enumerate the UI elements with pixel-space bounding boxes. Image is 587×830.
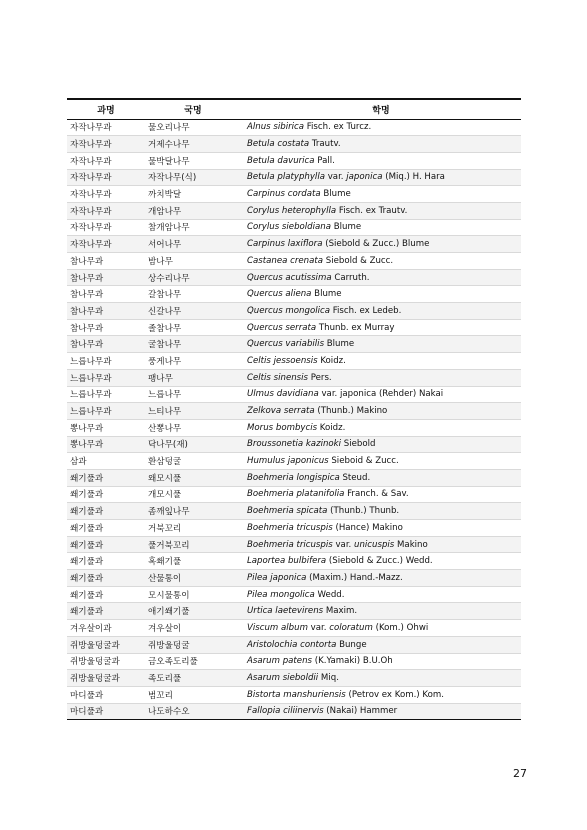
table-row xyxy=(67,186,521,203)
scientific-name-cell xyxy=(241,670,521,687)
scientific-name-cell xyxy=(241,436,521,453)
family-cell: 참나무과 xyxy=(67,303,145,320)
scientific-name: Boehmeria tricuspis xyxy=(247,539,333,550)
table-row xyxy=(67,686,521,703)
author-citation: Fisch. ex Ledeb. xyxy=(329,305,402,316)
scientific-name: Quercus acutissima xyxy=(247,272,332,283)
author-citation: Miq. xyxy=(318,673,339,684)
infraspecific-name: unicuspis xyxy=(354,539,395,550)
scientific-name: Celtis sinensis xyxy=(247,372,309,383)
scientific-name-cell xyxy=(241,269,521,286)
scientific-name-cell xyxy=(241,520,521,537)
family-cell: 참나무과 xyxy=(67,286,145,303)
korean-name-cell: 거북꼬리 xyxy=(145,520,241,537)
family-cell: 뽕나무과 xyxy=(67,419,145,436)
korean-name-cell: 풀거북꼬리 xyxy=(145,536,241,553)
table-row xyxy=(67,136,521,153)
author-citation: var. xyxy=(324,172,347,183)
author-citation: Blume xyxy=(311,289,342,300)
korean-name-cell: 까치박달 xyxy=(145,186,241,203)
table-row xyxy=(67,670,521,687)
author-citation: (Hance) Makino xyxy=(332,522,403,533)
scientific-name-cell xyxy=(241,686,521,703)
scientific-name-cell xyxy=(241,369,521,386)
korean-name-cell: 물오리나무 xyxy=(145,119,241,136)
korean-name-cell: 족도리풀 xyxy=(145,670,241,687)
family-cell: 쐐기풀과 xyxy=(67,486,145,503)
scientific-name: Boehmeria platanifolia xyxy=(247,489,345,500)
table-row xyxy=(67,586,521,603)
family-cell: 참나무과 xyxy=(67,269,145,286)
korean-name-cell: 자작나무(식) xyxy=(145,169,241,186)
scientific-name-cell xyxy=(241,586,521,603)
table-row xyxy=(67,653,521,670)
scientific-name: Celtis jessoensis xyxy=(247,355,318,366)
table-row xyxy=(67,202,521,219)
scientific-name: Broussonetia kazinoki xyxy=(247,439,342,450)
author-citation: Blume xyxy=(324,339,355,350)
table-row xyxy=(67,119,521,136)
table-row xyxy=(67,703,521,720)
author-citation: var. xyxy=(307,622,330,633)
family-cell: 쐐기풀과 xyxy=(67,536,145,553)
table-row xyxy=(67,369,521,386)
scientific-name-cell xyxy=(241,570,521,587)
korean-name-cell: 물박달나무 xyxy=(145,152,241,169)
scientific-name-cell xyxy=(241,453,521,470)
family-cell: 자작나무과 xyxy=(67,169,145,186)
scientific-name-cell xyxy=(241,636,521,653)
author-citation: Fisch. ex Turcz. xyxy=(304,122,372,133)
species-table xyxy=(67,98,521,720)
scientific-name-cell xyxy=(241,253,521,270)
table-row xyxy=(67,503,521,520)
family-cell: 쐐기풀과 xyxy=(67,469,145,486)
scientific-name: Betula costata xyxy=(247,139,310,150)
scientific-name-cell xyxy=(241,603,521,620)
scientific-name-cell xyxy=(241,286,521,303)
family-cell: 자작나무과 xyxy=(67,136,145,153)
table-row xyxy=(67,169,521,186)
family-cell: 느릅나무과 xyxy=(67,353,145,370)
author-citation: Steud. xyxy=(339,472,371,483)
korean-name-cell: 팽나무 xyxy=(145,369,241,386)
scientific-name-cell xyxy=(241,536,521,553)
author-citation: (Nakai) Hammer xyxy=(323,706,398,717)
table-row xyxy=(67,553,521,570)
korean-name-cell: 좀깨잎나무 xyxy=(145,503,241,520)
scientific-name: Asarum patens xyxy=(247,656,313,667)
header-family: 과명 xyxy=(67,99,145,119)
author-citation: Wedd. xyxy=(314,589,345,600)
table-row xyxy=(67,570,521,587)
scientific-name: Laportea bulbifera xyxy=(247,556,327,567)
family-cell: 마디풀과 xyxy=(67,686,145,703)
korean-name-cell: 환삼덩굴 xyxy=(145,453,241,470)
scientific-name-cell xyxy=(241,620,521,637)
author-citation: (Thunb.) Makino xyxy=(314,406,388,417)
author-citation: Siebold xyxy=(341,439,376,450)
scientific-name: Morus bombycis xyxy=(247,422,318,433)
author-citation: (Thunb.) Thunb. xyxy=(327,506,400,517)
table-row xyxy=(67,303,521,320)
author-citation: Bunge xyxy=(336,639,367,650)
infraspecific-author: (Kom.) Ohwi xyxy=(372,622,429,633)
scientific-name: Boehmeria longispica xyxy=(247,472,340,483)
table-row xyxy=(67,269,521,286)
author-citation: Koidz. xyxy=(317,355,346,366)
korean-name-cell: 모시물통이 xyxy=(145,586,241,603)
scientific-name-cell xyxy=(241,703,521,720)
scientific-name: Fallopia ciliinervis xyxy=(247,706,324,717)
scientific-name-cell xyxy=(241,202,521,219)
author-citation: Fisch. ex Trautv. xyxy=(336,205,408,216)
scientific-name: Castanea crenata xyxy=(247,255,324,266)
author-citation: Thunb. ex Murray xyxy=(316,322,395,333)
scientific-name-cell xyxy=(241,469,521,486)
korean-name-cell: 애기쐐기풀 xyxy=(145,603,241,620)
scientific-name: Quercus mongolica xyxy=(247,305,330,316)
family-cell: 참나무과 xyxy=(67,319,145,336)
korean-name-cell: 풍게나무 xyxy=(145,353,241,370)
scientific-name-cell xyxy=(241,653,521,670)
scientific-name-cell xyxy=(241,219,521,236)
scientific-name-cell xyxy=(241,419,521,436)
author-citation: Maxim. xyxy=(323,606,358,617)
scientific-name-cell xyxy=(241,553,521,570)
family-cell: 자작나무과 xyxy=(67,186,145,203)
family-cell: 쐐기풀과 xyxy=(67,570,145,587)
korean-name-cell: 닥나무(재) xyxy=(145,436,241,453)
family-cell: 쐐기풀과 xyxy=(67,520,145,537)
table-row xyxy=(67,520,521,537)
korean-name-cell: 굴참나무 xyxy=(145,336,241,353)
family-cell: 쐐기풀과 xyxy=(67,603,145,620)
family-cell: 자작나무과 xyxy=(67,119,145,136)
table-row xyxy=(67,236,521,253)
korean-name-cell: 개암나무 xyxy=(145,202,241,219)
infraspecific-author: (Miq.) H. Hara xyxy=(382,172,445,183)
scientific-name: Alnus sibirica xyxy=(247,122,304,133)
korean-name-cell: 느릅나무 xyxy=(145,386,241,403)
family-cell: 쐐기풀과 xyxy=(67,553,145,570)
author-citation: Blume xyxy=(331,222,362,233)
korean-name-cell: 왜모시풀 xyxy=(145,469,241,486)
table-row xyxy=(67,603,521,620)
table-body xyxy=(67,119,521,720)
korean-name-cell: 거제수나무 xyxy=(145,136,241,153)
scientific-name-cell xyxy=(241,353,521,370)
korean-name-cell: 범꼬리 xyxy=(145,686,241,703)
korean-name-cell: 개모시풀 xyxy=(145,486,241,503)
korean-name-cell: 졸참나무 xyxy=(145,319,241,336)
family-cell: 느릅나무과 xyxy=(67,403,145,420)
author-citation: Blume xyxy=(320,189,351,200)
author-citation: var. japonica (Rehder) Nakai xyxy=(318,389,444,400)
family-cell: 마디풀과 xyxy=(67,703,145,720)
family-cell: 자작나무과 xyxy=(67,152,145,169)
scientific-name: Bistorta manshuriensis xyxy=(247,689,346,700)
scientific-name-cell xyxy=(241,136,521,153)
table-row xyxy=(67,419,521,436)
table-row xyxy=(67,453,521,470)
korean-name-cell: 겨우살이 xyxy=(145,620,241,637)
family-cell: 삼과 xyxy=(67,453,145,470)
header-scientific-name: 학명 xyxy=(241,99,521,119)
scientific-name-cell xyxy=(241,336,521,353)
scientific-name: Urtica laetevirens xyxy=(247,606,324,617)
scientific-name-cell xyxy=(241,403,521,420)
scientific-name: Viscum album xyxy=(247,622,308,633)
author-citation: Siebold & Zucc. xyxy=(323,255,394,266)
table-row xyxy=(67,403,521,420)
table-row xyxy=(67,319,521,336)
scientific-name-cell xyxy=(241,186,521,203)
author-citation: (K.Yamaki) B.U.Oh xyxy=(312,656,393,667)
author-citation: var. xyxy=(332,539,355,550)
author-citation: Pall. xyxy=(314,155,335,166)
table-row xyxy=(67,536,521,553)
family-cell: 참나무과 xyxy=(67,336,145,353)
scientific-name-cell xyxy=(241,119,521,136)
author-citation: Pers. xyxy=(308,372,332,383)
korean-name-cell: 신갈나무 xyxy=(145,303,241,320)
korean-name-cell: 산뽕나무 xyxy=(145,419,241,436)
infraspecific-name: coloratum xyxy=(329,622,373,633)
scientific-name: Corylus sieboldiana xyxy=(247,222,331,233)
scientific-name: Ulmus davidiana xyxy=(247,389,319,400)
family-cell: 쥐방울덩굴과 xyxy=(67,636,145,653)
author-citation: (Petrov ex Kom.) Kom. xyxy=(345,689,444,700)
scientific-name: Betula platyphylla xyxy=(247,172,325,183)
scientific-name: Corylus heterophylla xyxy=(247,205,337,216)
table-row xyxy=(67,286,521,303)
scientific-name-cell xyxy=(241,319,521,336)
author-citation: (Siebold & Zucc.) Wedd. xyxy=(326,556,433,567)
table-row xyxy=(67,353,521,370)
family-cell: 쥐방울덩굴과 xyxy=(67,670,145,687)
infraspecific-name: japonica xyxy=(346,172,383,183)
infraspecific-author: Makino xyxy=(394,539,428,550)
scientific-name-cell xyxy=(241,169,521,186)
korean-name-cell: 참개암나무 xyxy=(145,219,241,236)
scientific-name-cell xyxy=(241,486,521,503)
korean-name-cell: 갈참나무 xyxy=(145,286,241,303)
family-cell: 쐐기풀과 xyxy=(67,586,145,603)
scientific-name: Pilea mongolica xyxy=(247,589,315,600)
scientific-name: Asarum sieboldii xyxy=(247,673,319,684)
scientific-name-cell xyxy=(241,503,521,520)
table-row xyxy=(67,152,521,169)
author-citation: Carruth. xyxy=(331,272,370,283)
korean-name-cell: 상수리나무 xyxy=(145,269,241,286)
scientific-name: Carpinus cordata xyxy=(247,189,321,200)
scientific-name-cell xyxy=(241,236,521,253)
table-row xyxy=(67,620,521,637)
scientific-name: Aristolochia contorta xyxy=(247,639,337,650)
korean-name-cell: 느티나무 xyxy=(145,403,241,420)
scientific-name-cell xyxy=(241,152,521,169)
author-citation: Franch. & Sav. xyxy=(344,489,409,500)
table-row xyxy=(67,219,521,236)
korean-name-cell: 쥐방울덩굴 xyxy=(145,636,241,653)
table-row xyxy=(67,436,521,453)
table-row xyxy=(67,486,521,503)
family-cell: 느릅나무과 xyxy=(67,369,145,386)
korean-name-cell: 밤나무 xyxy=(145,253,241,270)
scientific-name: Carpinus laxiflora xyxy=(247,239,323,250)
scientific-name-cell xyxy=(241,303,521,320)
family-cell: 쐐기풀과 xyxy=(67,503,145,520)
family-cell: 느릅나무과 xyxy=(67,386,145,403)
scientific-name: Zelkova serrata xyxy=(247,406,315,417)
family-cell: 자작나무과 xyxy=(67,219,145,236)
scientific-name: Quercus variabilis xyxy=(247,339,325,350)
scientific-name: Quercus serrata xyxy=(247,322,317,333)
author-citation: Trautv. xyxy=(309,139,341,150)
scientific-name: Pilea japonica xyxy=(247,572,307,583)
table-row xyxy=(67,636,521,653)
table-row xyxy=(67,253,521,270)
scientific-name: Humulus japonicus xyxy=(247,456,329,467)
author-citation: (Siebold & Zucc.) Blume xyxy=(322,239,430,250)
family-cell: 쥐방울덩굴과 xyxy=(67,653,145,670)
table-row xyxy=(67,386,521,403)
author-citation: (Maxim.) Hand.-Mazz. xyxy=(306,572,403,583)
table-row xyxy=(67,336,521,353)
table-header-row xyxy=(67,99,521,119)
korean-name-cell: 서어나무 xyxy=(145,236,241,253)
author-citation: Sieboid & Zucc. xyxy=(328,456,399,467)
korean-name-cell: 나도하수오 xyxy=(145,703,241,720)
family-cell: 참나무과 xyxy=(67,253,145,270)
korean-name-cell: 금오족도리풀 xyxy=(145,653,241,670)
family-cell: 자작나무과 xyxy=(67,236,145,253)
page-number: 27 xyxy=(513,767,527,780)
scientific-name: Boehmeria tricuspis xyxy=(247,522,333,533)
family-cell: 자작나무과 xyxy=(67,202,145,219)
author-citation: Koidz. xyxy=(317,422,346,433)
family-cell: 뽕나무과 xyxy=(67,436,145,453)
table-row xyxy=(67,469,521,486)
korean-name-cell: 혹쐐기풀 xyxy=(145,553,241,570)
scientific-name: Quercus aliena xyxy=(247,289,312,300)
scientific-name: Betula davurica xyxy=(247,155,315,166)
header-korean-name: 국명 xyxy=(145,99,241,119)
scientific-name-cell xyxy=(241,386,521,403)
family-cell: 겨우살이과 xyxy=(67,620,145,637)
scientific-name: Boehmeria spicata xyxy=(247,506,328,517)
korean-name-cell: 산물통이 xyxy=(145,570,241,587)
